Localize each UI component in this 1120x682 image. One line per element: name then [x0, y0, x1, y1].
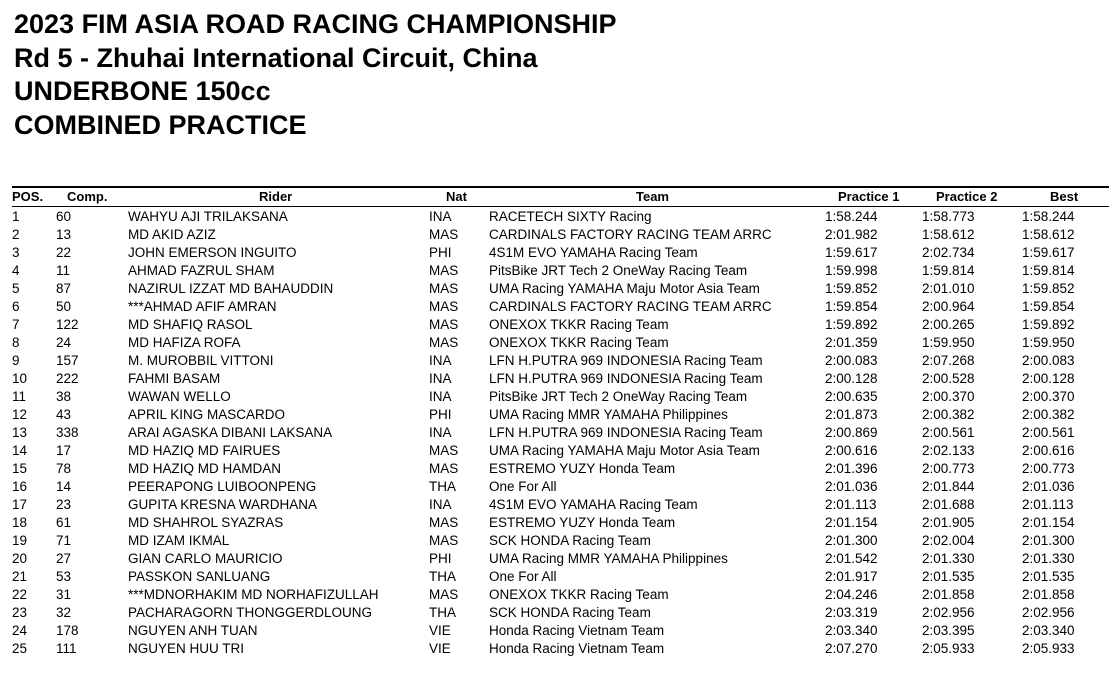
cell-comp: 43 [56, 407, 72, 422]
cell-team: RACETECH SIXTY Racing [489, 209, 652, 224]
cell-best: 2:01.154 [1022, 515, 1075, 530]
cell-comp: 13 [56, 227, 72, 242]
cell-rider: ARAI AGASKA DIBANI LAKSANA [128, 425, 333, 440]
cell-comp: 78 [56, 461, 72, 476]
cell-nat: MAS [429, 587, 459, 602]
cell-best: 2:00.561 [1022, 425, 1075, 440]
cell-practice-2: 2:01.010 [922, 281, 975, 296]
table-row [0, 316, 1120, 334]
cell-practice-2: 2:01.535 [922, 569, 975, 584]
cell-best: 2:02.956 [1022, 605, 1075, 620]
cell-practice-2: 2:02.004 [922, 533, 975, 548]
header-best: Best [1050, 189, 1079, 204]
cell-practice-1: 2:00.616 [825, 443, 878, 458]
cell-nat: INA [429, 209, 452, 224]
cell-practice-1: 1:59.892 [825, 317, 878, 332]
cell-comp: 87 [56, 281, 72, 296]
cell-nat: THA [429, 479, 456, 494]
cell-practice-1: 2:00.083 [825, 353, 878, 368]
cell-team: UMA Racing YAMAHA Maju Motor Asia Team [489, 443, 760, 458]
cell-nat: THA [429, 605, 456, 620]
cell-nat: MAS [429, 281, 459, 296]
cell-pos: 15 [12, 461, 28, 476]
cell-best: 1:58.244 [1022, 209, 1075, 224]
table-row [0, 550, 1120, 568]
session-title: COMBINED PRACTICE [14, 109, 307, 140]
cell-nat: PHI [429, 245, 452, 260]
cell-practice-1: 2:03.319 [825, 605, 878, 620]
cell-practice-2: 2:00.561 [922, 425, 975, 440]
cell-team: UMA Racing MMR YAMAHA Philippines [489, 407, 728, 422]
cell-team: One For All [489, 569, 557, 584]
table-row [0, 478, 1120, 496]
cell-practice-1: 1:59.617 [825, 245, 878, 260]
cell-team: One For All [489, 479, 557, 494]
cell-practice-1: 1:59.998 [825, 263, 878, 278]
cell-pos: 13 [12, 425, 28, 440]
cell-rider: MD HAZIQ MD HAMDAN [128, 461, 281, 476]
cell-practice-1: 2:01.154 [825, 515, 878, 530]
table-row [0, 568, 1120, 586]
cell-practice-2: 2:02.734 [922, 245, 975, 260]
class-title: UNDERBONE 150cc [14, 76, 271, 106]
table-row [0, 334, 1120, 352]
cell-pos: 5 [12, 281, 20, 296]
cell-rider: MD HAZIQ MD FAIRUES [128, 443, 281, 458]
table-row [0, 442, 1120, 460]
cell-comp: 222 [56, 371, 79, 386]
cell-best: 2:00.382 [1022, 407, 1075, 422]
cell-team: ESTREMO YUZY Honda Team [489, 461, 676, 476]
cell-team: ONEXOX TKKR Racing Team [489, 587, 669, 602]
cell-pos: 17 [12, 497, 28, 512]
cell-practice-2: 1:59.950 [922, 335, 975, 350]
cell-best: 2:00.370 [1022, 389, 1075, 404]
cell-team: ONEXOX TKKR Racing Team [489, 317, 669, 332]
cell-pos: 14 [12, 443, 28, 458]
cell-rider: JOHN EMERSON INGUITO [128, 245, 297, 260]
cell-practice-1: 2:00.635 [825, 389, 878, 404]
cell-team: PitsBike JRT Tech 2 OneWay Racing Team [489, 263, 748, 278]
header-pos: POS. [12, 189, 44, 204]
cell-pos: 1 [12, 209, 20, 224]
cell-comp: 17 [56, 443, 72, 458]
cell-comp: 50 [56, 299, 72, 314]
cell-pos: 21 [12, 569, 28, 584]
cell-team: UMA Racing MMR YAMAHA Philippines [489, 551, 728, 566]
cell-pos: 6 [12, 299, 20, 314]
championship-title: 2023 FIM ASIA ROAD RACING CHAMPIONSHIP [14, 9, 617, 39]
cell-rider: MD AKID AZIZ [128, 227, 216, 242]
table-row [0, 244, 1120, 262]
cell-comp: 338 [56, 425, 79, 440]
cell-rider: MD SHAFIQ RASOL [128, 317, 253, 332]
cell-rider: FAHMI BASAM [128, 371, 221, 386]
table-row [0, 586, 1120, 604]
cell-practice-2: 2:00.773 [922, 461, 975, 476]
cell-team: UMA Racing YAMAHA Maju Motor Asia Team [489, 281, 760, 296]
cell-best: 2:00.128 [1022, 371, 1075, 386]
cell-practice-1: 2:01.873 [825, 407, 878, 422]
header-top-rule [12, 186, 1109, 188]
cell-comp: 23 [56, 497, 72, 512]
table-row [0, 514, 1120, 532]
cell-best: 1:58.612 [1022, 227, 1075, 242]
cell-pos: 11 [12, 389, 27, 404]
cell-best: 2:01.113 [1022, 497, 1074, 512]
cell-practice-1: 2:01.036 [825, 479, 878, 494]
cell-nat: MAS [429, 461, 459, 476]
cell-practice-1: 2:07.270 [825, 641, 878, 656]
cell-team: PitsBike JRT Tech 2 OneWay Racing Team [489, 389, 748, 404]
cell-rider: ***AHMAD AFIF AMRAN [128, 299, 277, 314]
cell-practice-1: 2:01.917 [825, 569, 878, 584]
document-title [14, 8, 617, 142]
cell-comp: 111 [56, 641, 77, 656]
table-row [0, 352, 1120, 370]
cell-rider: MD IZAM IKMAL [128, 533, 230, 548]
table-row [0, 532, 1120, 550]
cell-comp: 27 [56, 551, 72, 566]
cell-practice-2: 2:01.844 [922, 479, 975, 494]
cell-practice-2: 2:05.933 [922, 641, 975, 656]
cell-practice-2: 2:00.265 [922, 317, 975, 332]
cell-nat: VIE [429, 623, 451, 638]
cell-nat: MAS [429, 263, 459, 278]
cell-pos: 18 [12, 515, 28, 530]
cell-nat: MAS [429, 515, 459, 530]
cell-team: LFN H.PUTRA 969 INDONESIA Racing Team [489, 425, 763, 440]
cell-best: 2:01.330 [1022, 551, 1075, 566]
table-row [0, 460, 1120, 478]
cell-practice-2: 2:00.382 [922, 407, 975, 422]
cell-comp: 31 [56, 587, 72, 602]
header-bottom-rule [12, 206, 1109, 207]
cell-nat: MAS [429, 335, 459, 350]
cell-practice-2: 2:03.395 [922, 623, 975, 638]
table-row [0, 496, 1120, 514]
cell-team: Honda Racing Vietnam Team [489, 623, 665, 638]
cell-practice-2: 2:01.688 [922, 497, 975, 512]
cell-practice-1: 1:59.852 [825, 281, 878, 296]
cell-best: 2:01.300 [1022, 533, 1075, 548]
cell-best: 1:59.892 [1022, 317, 1075, 332]
cell-practice-2: 1:59.814 [922, 263, 975, 278]
cell-pos: 19 [12, 533, 28, 548]
cell-pos: 10 [12, 371, 28, 386]
cell-practice-2: 2:07.268 [922, 353, 975, 368]
cell-practice-2: 1:58.612 [922, 227, 975, 242]
cell-pos: 9 [12, 353, 20, 368]
cell-rider: NGUYEN ANH TUAN [128, 623, 258, 638]
cell-comp: 60 [56, 209, 72, 224]
cell-practice-1: 2:00.128 [825, 371, 878, 386]
cell-nat: INA [429, 371, 452, 386]
cell-team: SCK HONDA Racing Team [489, 533, 651, 548]
cell-nat: INA [429, 425, 452, 440]
cell-pos: 7 [12, 317, 20, 332]
header-rider: Rider [259, 189, 293, 204]
cell-nat: INA [429, 353, 452, 368]
cell-rider: M. MUROBBIL VITTONI [128, 353, 274, 368]
cell-practice-2: 2:00.964 [922, 299, 975, 314]
cell-best: 2:00.083 [1022, 353, 1075, 368]
cell-nat: PHI [429, 551, 452, 566]
table-row [0, 640, 1120, 658]
round-title: Rd 5 - Zhuhai International Circuit, China [14, 42, 538, 73]
header-nat: Nat [446, 189, 467, 204]
cell-comp: 178 [56, 623, 79, 638]
cell-pos: 23 [12, 605, 28, 620]
table-row [0, 622, 1120, 640]
cell-nat: MAS [429, 227, 459, 242]
cell-comp: 24 [56, 335, 72, 350]
table-row [0, 208, 1120, 226]
table-row [0, 262, 1120, 280]
cell-best: 1:59.854 [1022, 299, 1075, 314]
cell-nat: PHI [429, 407, 452, 422]
cell-rider: MD HAFIZA ROFA [128, 335, 241, 350]
cell-practice-2: 2:01.330 [922, 551, 975, 566]
cell-comp: 157 [56, 353, 79, 368]
cell-comp: 122 [56, 317, 79, 332]
cell-practice-2: 2:02.133 [922, 443, 975, 458]
table-row [0, 280, 1120, 298]
table-row [0, 604, 1120, 622]
cell-pos: 3 [12, 245, 20, 260]
cell-team: SCK HONDA Racing Team [489, 605, 651, 620]
cell-practice-2: 2:00.370 [922, 389, 975, 404]
cell-best: 2:01.036 [1022, 479, 1075, 494]
cell-practice-1: 2:01.982 [825, 227, 878, 242]
cell-pos: 8 [12, 335, 20, 350]
cell-best: 2:01.858 [1022, 587, 1075, 602]
cell-team: LFN H.PUTRA 969 INDONESIA Racing Team [489, 353, 763, 368]
cell-pos: 24 [12, 623, 28, 638]
cell-rider: ***MDNORHAKIM MD NORHAFIZULLAH [128, 587, 379, 602]
cell-team: CARDINALS FACTORY RACING TEAM ARRC [489, 227, 772, 242]
cell-best: 2:00.773 [1022, 461, 1075, 476]
cell-best: 2:05.933 [1022, 641, 1075, 656]
cell-best: 1:59.814 [1022, 263, 1075, 278]
cell-rider: WAHYU AJI TRILAKSANA [128, 209, 288, 224]
cell-team: LFN H.PUTRA 969 INDONESIA Racing Team [489, 371, 763, 386]
cell-practice-1: 2:04.246 [825, 587, 878, 602]
cell-practice-1: 1:58.244 [825, 209, 878, 224]
cell-practice-1: 2:01.396 [825, 461, 878, 476]
cell-practice-1: 2:03.340 [825, 623, 878, 638]
table-row [0, 370, 1120, 388]
cell-nat: THA [429, 569, 456, 584]
cell-comp: 61 [56, 515, 72, 530]
cell-team: 4S1M EVO YAMAHA Racing Team [489, 245, 698, 260]
table-row [0, 388, 1120, 406]
cell-comp: 22 [56, 245, 72, 260]
cell-rider: PASSKON SANLUANG [128, 569, 271, 584]
cell-practice-2: 2:01.905 [922, 515, 975, 530]
cell-practice-1: 1:59.854 [825, 299, 878, 314]
cell-rider: GIAN CARLO MAURICIO [128, 551, 283, 566]
cell-best: 2:01.535 [1022, 569, 1075, 584]
cell-comp: 14 [56, 479, 72, 494]
cell-nat: INA [429, 497, 452, 512]
table-row [0, 226, 1120, 244]
cell-practice-1: 2:01.113 [825, 497, 877, 512]
cell-best: 1:59.950 [1022, 335, 1075, 350]
cell-practice-2: 2:01.858 [922, 587, 975, 602]
cell-pos: 12 [12, 407, 28, 422]
cell-nat: MAS [429, 533, 459, 548]
cell-rider: PACHARAGORN THONGGERDLOUNG [128, 605, 373, 620]
cell-practice-2: 2:00.528 [922, 371, 975, 386]
cell-practice-1: 2:01.359 [825, 335, 878, 350]
table-row [0, 298, 1120, 316]
cell-pos: 4 [12, 263, 20, 278]
cell-best: 2:00.616 [1022, 443, 1075, 458]
cell-best: 1:59.852 [1022, 281, 1075, 296]
cell-team: ESTREMO YUZY Honda Team [489, 515, 676, 530]
cell-best: 2:03.340 [1022, 623, 1075, 638]
cell-comp: 71 [56, 533, 72, 548]
cell-rider: APRIL KING MASCARDO [128, 407, 286, 422]
cell-comp: 11 [56, 263, 71, 278]
header-comp: Comp. [67, 189, 108, 204]
cell-rider: AHMAD FAZRUL SHAM [128, 263, 275, 278]
cell-nat: MAS [429, 299, 459, 314]
cell-nat: MAS [429, 443, 459, 458]
cell-comp: 32 [56, 605, 72, 620]
cell-practice-2: 2:02.956 [922, 605, 975, 620]
header-practice-2: Practice 2 [936, 189, 998, 204]
table-row [0, 424, 1120, 442]
cell-comp: 53 [56, 569, 72, 584]
cell-rider: NAZIRUL IZZAT MD BAHAUDDIN [128, 281, 334, 296]
cell-practice-1: 2:01.542 [825, 551, 878, 566]
cell-pos: 20 [12, 551, 28, 566]
cell-pos: 22 [12, 587, 28, 602]
results-table [0, 208, 1120, 658]
cell-team: ONEXOX TKKR Racing Team [489, 335, 669, 350]
cell-nat: VIE [429, 641, 451, 656]
table-row [0, 406, 1120, 424]
cell-nat: INA [429, 389, 452, 404]
cell-rider: WAWAN WELLO [128, 389, 231, 404]
header-team: Team [636, 189, 669, 204]
cell-rider: PEERAPONG LUIBOONPENG [128, 479, 317, 494]
cell-team: 4S1M EVO YAMAHA Racing Team [489, 497, 698, 512]
cell-pos: 16 [12, 479, 28, 494]
cell-rider: NGUYEN HUU TRI [128, 641, 245, 656]
header-practice-1: Practice 1 [838, 189, 900, 204]
cell-pos: 2 [12, 227, 20, 242]
cell-pos: 25 [12, 641, 28, 656]
cell-nat: MAS [429, 317, 459, 332]
cell-comp: 38 [56, 389, 72, 404]
cell-practice-1: 2:00.869 [825, 425, 878, 440]
cell-practice-1: 2:01.300 [825, 533, 878, 548]
cell-rider: GUPITA KRESNA WARDHANA [128, 497, 318, 512]
cell-practice-2: 1:58.773 [922, 209, 975, 224]
cell-team: Honda Racing Vietnam Team [489, 641, 665, 656]
cell-rider: MD SHAHROL SYAZRAS [128, 515, 284, 530]
cell-best: 1:59.617 [1022, 245, 1075, 260]
cell-team: CARDINALS FACTORY RACING TEAM ARRC [489, 299, 772, 314]
